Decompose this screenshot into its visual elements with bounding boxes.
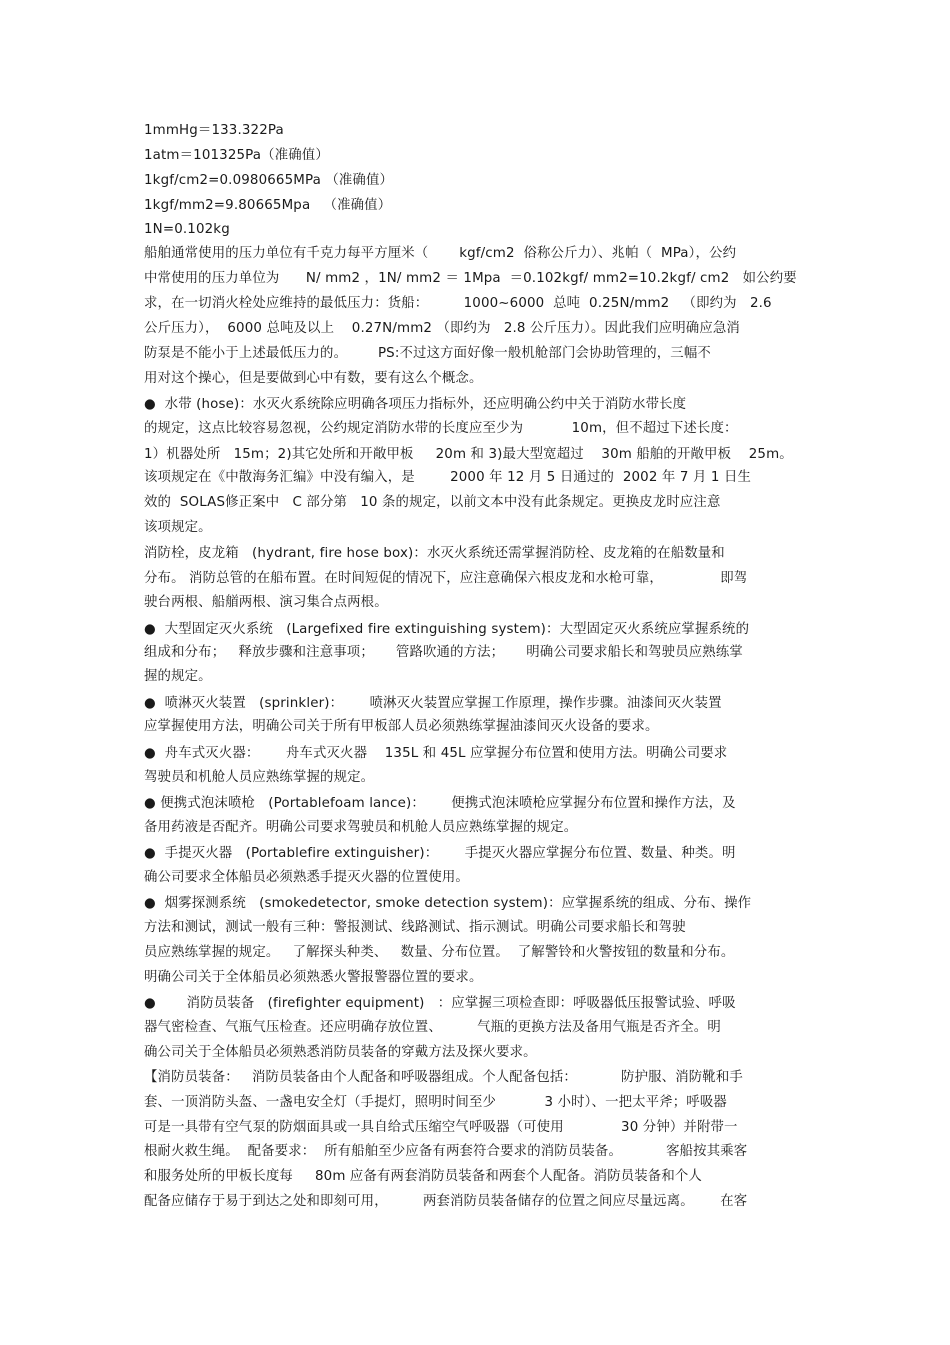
text-line-11: 用对这个操心，但是要做到心中有数，要有这么个概念。 (144, 371, 483, 386)
text-line-30: ● 手提灭火器 (Portablefire extinguisher)： 手提灭火器应掌握分布位置、数量、种类。明 (144, 846, 736, 861)
text-line-35: 明确公司关于全体船员必须熟悉火警报警器位置的要求。 (144, 970, 483, 985)
text-line-36: ● 消防员装备 (firefighter equipment) ：应掌握三项检查即：呼吸器低压报警试验、呼吸 (144, 996, 736, 1011)
text-line-27: 驾驶员和机舱人员应熟练掌握的规定。 (144, 770, 375, 785)
text-line-1: 1mmHg＝133.322Pa (144, 123, 284, 138)
text-line-18: 消防栓，皮龙箱 (hydrant, fire hose box)：水灭火系统还需掌握消防栓、皮龙箱的在船数量和 (144, 546, 725, 561)
text-line-14: 1）机器处所 15m；2)其它处所和开敞甲板 20m 和 3)最大型宽超过 30m 船舶的开敞甲板 25m。 (144, 447, 793, 462)
text-line-5: 1N=0.102kg (144, 222, 230, 237)
text-line-33: 方法和测试，测试一般有三种：警报测试、线路测试、指示测试。明确公司要求船长和驾驶 (144, 920, 686, 935)
text-line-44: 配备应储存于易于到达之处和即刻可用， 两套消防员装备储存的位置之间应尽量远离。 在客 (144, 1194, 748, 1209)
text-line-41: 可是一具带有空气泵的防烟面具或一具自给式压缩空气呼吸器（可使用 30 分钟）并附带一 (144, 1120, 738, 1135)
text-line-24: ● 喷淋灭火装置 (sprinkler)： 喷淋灭火装置应掌握工作原理，操作步骤。油漆间灭火装置 (144, 696, 722, 711)
text-line-19: 分布。 消防总管的在船布置。在时间短促的情况下，应注意确保六根皮龙和水枪可靠， 即驾 (144, 571, 748, 586)
text-line-42: 根耐火救生绳。 配备要求： 所有船舶至少应备有两套符合要求的消防员装备。 客船按其乘客 (144, 1144, 748, 1159)
text-line-21: ● 大型固定灭火系统 (Largefixed fire extinguishing system)：大型固定灭火系统应掌握系统的 (144, 622, 750, 637)
text-line-23: 握的规定。 (144, 669, 212, 684)
text-line-8: 求，在一切消火栓处应维持的最低压力：货船： 1000~6000 总吨 0.25N/mm2 （即约为 2.6 (144, 296, 772, 311)
text-line-17: 该项规定。 (144, 520, 212, 535)
text-line-32: ● 烟雾探测系统 (smokedetector, smoke detection system)：应掌握系统的组成、分布、操作 (144, 896, 752, 911)
text-line-25: 应掌握使用方法，明确公司关于所有甲板部人员必须熟练掌握油漆间灭火设备的要求。 (144, 719, 659, 734)
text-line-22: 组成和分布； 释放步骤和注意事项； 管路吹通的方法； 明确公司要求船长和驾驶员应熟练掌 (144, 645, 743, 660)
text-line-9: 公斤压力）， 6000 总吨及以上 0.27N/mm2 （即约为 2.8 公斤压力）。因此我们应明确应急消 (144, 321, 740, 336)
text-line-15: 该项规定在《中散海务汇编》中没有编入，是 2000 年 12 月 5 日通过的 2002 年 7 月 1 日生 (144, 470, 752, 485)
text-line-6: 船舶通常使用的压力单位有千克力每平方厘米（ kgf/cm2 俗称公斤力）、兆帕（ MPa），公约 (144, 246, 737, 261)
text-line-12: ● 水带 (hose)：水灭火系统除应明确各项压力指标外，还应明确公约中关于消防水带长度 (144, 397, 687, 412)
text-line-7: 中常使用的压力单位为 N/ mm2 ，1N/ mm2 ＝ 1Mpa ＝0.102kgf/ mm2=10.2kgf/ cm2 如公约要 (144, 271, 797, 286)
text-line-20: 驶台两根、船艏两根、演习集合点两根。 (144, 595, 388, 610)
text-line-2: 1atm＝101325Pa（准确值） (144, 148, 329, 163)
text-line-26: ● 舟车式灭火器： 舟车式灭火器 135L 和 45L 应掌握分布位置和使用方法。明确公司要求 (144, 746, 728, 761)
text-line-43: 和服务处所的甲板长度每 80m 应备有两套消防员装备和两套个人配备。消防员装备和个人 (144, 1169, 702, 1184)
text-line-16: 效的 SOLAS修正案中 C 部分第 10 条的规定，以前文本中没有此条规定。更换皮龙时应注意 (144, 495, 721, 510)
text-line-13: 的规定，这点比较容易忽视，公约规定消防水带的长度应至少为 10m，但不超过下述长度： (144, 421, 738, 436)
text-line-39: 【消防员装备： 消防员装备由个人配备和呼吸器组成。个人配备包括： 防护服、消防靴和手 (144, 1070, 743, 1085)
text-line-29: 备用药液是否配齐。明确公司要求驾驶员和机舱人员应熟练掌握的规定。 (144, 820, 578, 835)
text-line-10: 防泵是不能小于上述最低压力的。 PS:不过这方面好像一般机舱部门会协助管理的，三幅不 (144, 346, 711, 361)
text-line-31: 确公司要求全体船员必须熟悉手提灭火器的位置使用。 (144, 870, 469, 885)
text-line-4: 1kgf/mm2=9.80665Mpa （准确值） (144, 198, 392, 213)
text-line-28: ● 便携式泡沫喷枪 (Portablefoam lance)： 便携式泡沫喷枪应掌握分布位置和操作方法，及 (144, 796, 736, 811)
text-line-38: 确公司关于全体船员必须熟悉消防员装备的穿戴方法及探火要求。 (144, 1045, 537, 1060)
text-line-40: 套、一顶消防头盔、一盏电安全灯（手提灯，照明时间至少 3 小时）、一把太平斧；呼吸器 (144, 1095, 727, 1110)
text-line-34: 员应熟练掌握的规定。 了解探头种类、 数量、分布位置。 了解警铃和火警按钮的数量和分布。 (144, 945, 735, 960)
text-line-3: 1kgf/cm2=0.0980665MPa （准确值） (144, 173, 394, 188)
text-line-37: 器气密检查、气瓶气压检查。还应明确存放位置、 气瓶的更换方法及备用气瓶是否齐全。明 (144, 1020, 721, 1035)
